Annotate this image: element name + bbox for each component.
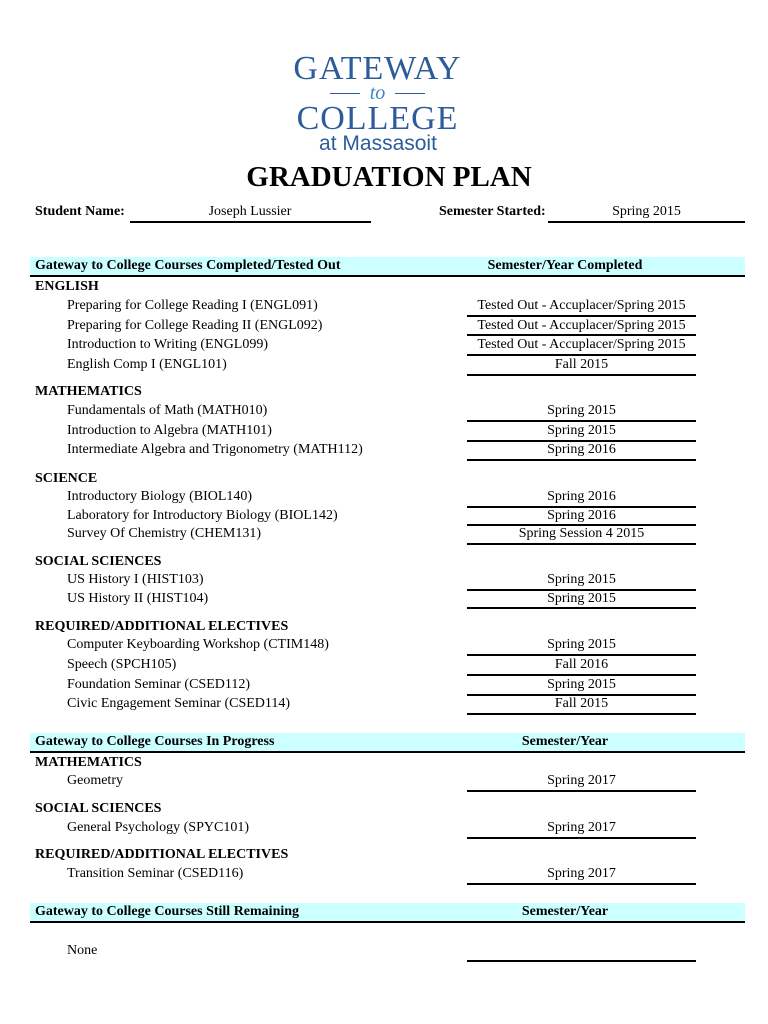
- term-underline: [467, 374, 696, 376]
- student-name-underline: [130, 221, 371, 223]
- course-term: Spring 2016: [547, 489, 616, 504]
- course-term: Tested Out - Accuplacer/Spring 2015: [477, 298, 686, 313]
- term-underline: [467, 334, 696, 336]
- section-electives: REQUIRED/ADDITIONAL ELECTIVES: [35, 619, 289, 634]
- in-progress-heading: Gateway to College Courses In Progress: [35, 734, 275, 749]
- course-row: Introductory Biology (BIOL140): [67, 489, 253, 504]
- logo-to-text: to: [369, 82, 386, 104]
- logo-line-gateway: GATEWAY: [293, 50, 462, 87]
- student-name-value: Joseph Lussier: [208, 204, 292, 219]
- logo-line-college: COLLEGE: [296, 100, 459, 137]
- remaining-header-rule: [30, 921, 745, 923]
- course-term: Spring Session 4 2015: [518, 526, 645, 541]
- logo-line-massasoit: at Massasoit: [319, 132, 437, 155]
- course-row: None: [67, 943, 98, 958]
- course-row: Transition Seminar (CSED116): [67, 866, 244, 881]
- course-row: Intermediate Algebra and Trigonometry (MATH112): [67, 442, 363, 457]
- section-mathematics: MATHEMATICS: [35, 384, 142, 399]
- course-row: US History I (HIST103): [67, 572, 204, 587]
- course-row: Speech (SPCH105): [67, 657, 177, 672]
- term-underline: [467, 654, 696, 656]
- course-term: Spring 2017: [547, 773, 616, 788]
- section-mathematics-in-progress: MATHEMATICS: [35, 755, 142, 770]
- section-science: SCIENCE: [35, 471, 98, 486]
- course-term: Spring 2015: [547, 677, 616, 692]
- in-progress-header-band: [30, 733, 745, 751]
- completed-heading: Gateway to College Courses Completed/Tested Out: [35, 258, 341, 273]
- logo-rule-left: [330, 93, 360, 94]
- course-term: Tested Out - Accuplacer/Spring 2015: [477, 337, 686, 352]
- course-term: Tested Out - Accuplacer/Spring 2015: [477, 318, 686, 333]
- course-term: Fall 2016: [554, 657, 609, 672]
- completed-column-heading: Semester/Year Completed: [487, 258, 643, 273]
- course-term: Fall 2015: [554, 696, 609, 711]
- term-underline: [467, 420, 696, 422]
- section-electives-in-progress: REQUIRED/ADDITIONAL ELECTIVES: [35, 847, 289, 862]
- completed-header-band: [30, 257, 745, 275]
- remaining-heading: Gateway to College Courses Still Remaining: [35, 904, 300, 919]
- in-progress-column-heading: Semester/Year: [521, 734, 609, 749]
- course-row: General Psychology (SPYC101): [67, 820, 249, 835]
- term-underline: [467, 543, 696, 545]
- term-underline: [467, 674, 696, 676]
- course-row: Geometry: [67, 773, 123, 788]
- semester-started-value: Spring 2015: [612, 204, 681, 219]
- course-term: Spring 2016: [547, 442, 616, 457]
- course-term: Spring 2017: [547, 866, 616, 881]
- course-term: Fall 2015: [554, 357, 609, 372]
- course-term: Spring 2015: [547, 403, 616, 418]
- course-row: Fundamentals of Math (MATH010): [67, 403, 268, 418]
- remaining-header-band: [30, 903, 745, 921]
- course-row: Preparing for College Reading II (ENGL092): [67, 318, 323, 333]
- term-underline: [467, 790, 696, 792]
- term-underline: [467, 459, 696, 461]
- student-name-label: Student Name:: [35, 204, 125, 219]
- term-underline: [467, 883, 696, 885]
- term-underline: [467, 354, 696, 356]
- course-row: Civic Engagement Seminar (CSED114): [67, 696, 291, 711]
- completed-header-rule: [30, 275, 745, 277]
- course-row: Preparing for College Reading I (ENGL091): [67, 298, 318, 313]
- course-term: Spring 2015: [547, 637, 616, 652]
- course-row: Computer Keyboarding Workshop (CTIM148): [67, 637, 329, 652]
- term-underline: [467, 713, 696, 715]
- course-row: US History II (HIST104): [67, 591, 209, 606]
- term-underline: [467, 837, 696, 839]
- course-row: Introduction to Algebra (MATH101): [67, 423, 272, 438]
- semester-started-label: Semester Started:: [439, 204, 546, 219]
- remaining-column-heading: Semester/Year: [521, 904, 609, 919]
- course-term: Spring 2015: [547, 423, 616, 438]
- logo-rule-right: [395, 93, 425, 94]
- course-row: English Comp I (ENGL101): [67, 357, 227, 372]
- term-underline: [467, 607, 696, 609]
- section-social-sciences-in-progress: SOCIAL SCIENCES: [35, 801, 162, 816]
- course-row: Foundation Seminar (CSED112): [67, 677, 251, 692]
- course-term: Spring 2015: [547, 591, 616, 606]
- page-title: GRADUATION PLAN: [246, 161, 532, 193]
- course-term: Spring 2017: [547, 820, 616, 835]
- in-progress-header-rule: [30, 751, 745, 753]
- course-row: Survey Of Chemistry (CHEM131): [67, 526, 262, 541]
- term-underline: [467, 960, 696, 962]
- gateway-to-college-logo: [280, 48, 480, 155]
- term-underline: [467, 315, 696, 317]
- section-english: ENGLISH: [35, 279, 99, 294]
- course-row: Laboratory for Introductory Biology (BIOL142): [67, 508, 338, 523]
- course-term: Spring 2016: [547, 508, 616, 523]
- section-social-sciences: SOCIAL SCIENCES: [35, 554, 162, 569]
- course-term: Spring 2015: [547, 572, 616, 587]
- semester-started-underline: [548, 221, 745, 223]
- course-row: Introduction to Writing (ENGL099): [67, 337, 268, 352]
